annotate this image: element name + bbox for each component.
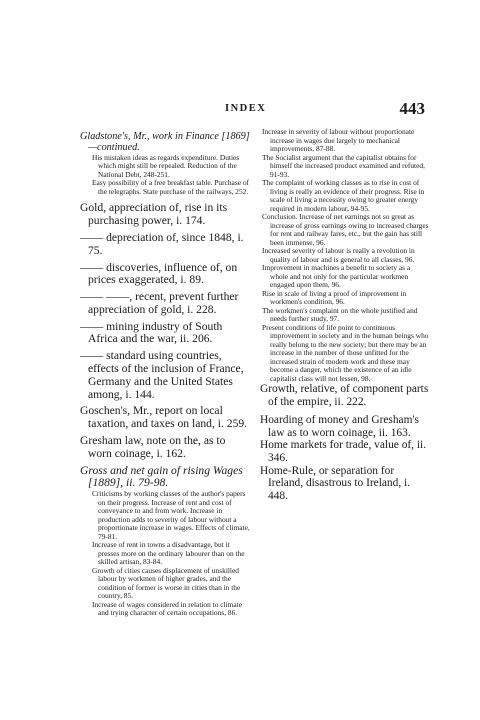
left-index-entry: Gold, appreciation of, rise in its purchasing power, i. 174.	[80, 201, 228, 228]
right-index-entry: Increased severity of labour is really a revolution in quality of labour and is general to all classes, 96.	[262, 246, 415, 264]
right-index-entry: Growth, relative, of component parts of the empire, ii. 222.	[260, 383, 429, 408]
left-index-entry: Gresham law, note on the, as to worn coinage, i. 162.	[80, 434, 226, 460]
right-index-entry: Home markets for trade, value of, ii. 346.	[260, 439, 427, 464]
page-number: 443	[399, 99, 425, 118]
right-index-entry: The Socialist argument that the capitalist obtains for himself the increased product examined and refuted, 91-93.	[262, 152, 425, 179]
right-column	[260, 128, 430, 502]
left-index-entry: Goschen's, Mr., report on local taxation, and taxes on land, i. 259.	[80, 404, 248, 431]
left-index-entry: Increase of rent in towns a disadvantage, but it presses more on the ordinary labourer than on the skilled artisan, 83-84.	[92, 540, 245, 567]
left-index-entry: —— ——, recent, prevent further appreciation of gold, i. 228.	[80, 290, 239, 316]
running-head: INDEX	[225, 103, 267, 114]
right-index-entry: Increase in severity of labour without proportionate increase in wages due largely to mechanical improvements, 87-88.	[262, 127, 415, 153]
right-index-entry: The workmen's complaint on the whole justified and needs further study, 97.	[262, 305, 418, 323]
left-index-entry: Criticisms by working classes of the author's papers on their progress. Increase of rent and cost of conveyance to and from work. Increase in production adds to severity of labour without a proportionate increase in wages. Effects of climate, 79-81.	[92, 489, 250, 541]
right-index-entry: Home-Rule, or separation for Ireland, disastrous to Ireland, i. 448.	[260, 464, 411, 502]
left-index-entry: —— standard using countries, effects of the inclusion of France, Germany and the United States among, i. 144.	[80, 349, 244, 401]
left-index-entry: —— discoveries, influence of, on prices exaggerated, i. 89.	[80, 260, 238, 287]
left-index-entry: Gross and net gain of rising Wages [1889], ii. 79-98.	[80, 463, 243, 490]
right-index-entry: Present conditions of life point to continuous improvement in society and in the human beings who really belong to the new society; but there may be an increase in the number of those unfitted for the increased strain of modern work and these may become a danger, which the existence of an idle capitalist class will not lessen, 98.	[262, 322, 429, 383]
left-index-entry: —— depreciation of, since 1848, i. 75.	[80, 230, 244, 257]
right-index-entry: Conclusion. Increase of net earnings not so great as increase of gross earnings owing to increased charges for rent and railway fares, etc., but the gain has still been immense, 96.	[262, 212, 429, 247]
left-index-entry: Increase of wages considered in relation to climate and trying character of certain occupations, 86.	[92, 599, 243, 618]
right-index-entry: Improvement in machines a benefit to society as a whole and not only for the particular workmen engaged upon them, 96.	[262, 263, 411, 289]
left-column	[80, 128, 251, 618]
right-index-entry: The complaint of working classes as to rise in cost of living is really an evidence of their progress. Rise in scale of living a necessity owing to greater energy required in modern labour, 94-95.	[262, 178, 425, 213]
left-index-entry: —— mining industry of South Africa and the war, ii. 206.	[80, 319, 223, 346]
right-index-entry: Rise in scale of living a proof of improvement in workmen's condition, 96.	[262, 288, 407, 306]
left-index-entry: Gladstone's, Mr., work in Finance [1869]—continued.	[80, 131, 250, 154]
page-header	[75, 99, 425, 121]
left-index-entry: His mistaken ideas as regards expenditure. Duties which might still be repealed. Reduction of the National Debt, 248-251.	[92, 152, 240, 179]
left-index-entry: Easy possibility of a free breakfast table. Purchase of the telegraphs. State purchase of the railways, 252.	[92, 178, 249, 196]
left-index-entry: Growth of cities causes displacement of unskilled labour by workmen of higher grades, and the condition of former is worse in cities than in the country, 85.	[92, 565, 241, 601]
right-index-entry: Hoarding of money and Gresham's law as to worn coinage, ii. 163.	[260, 414, 419, 439]
